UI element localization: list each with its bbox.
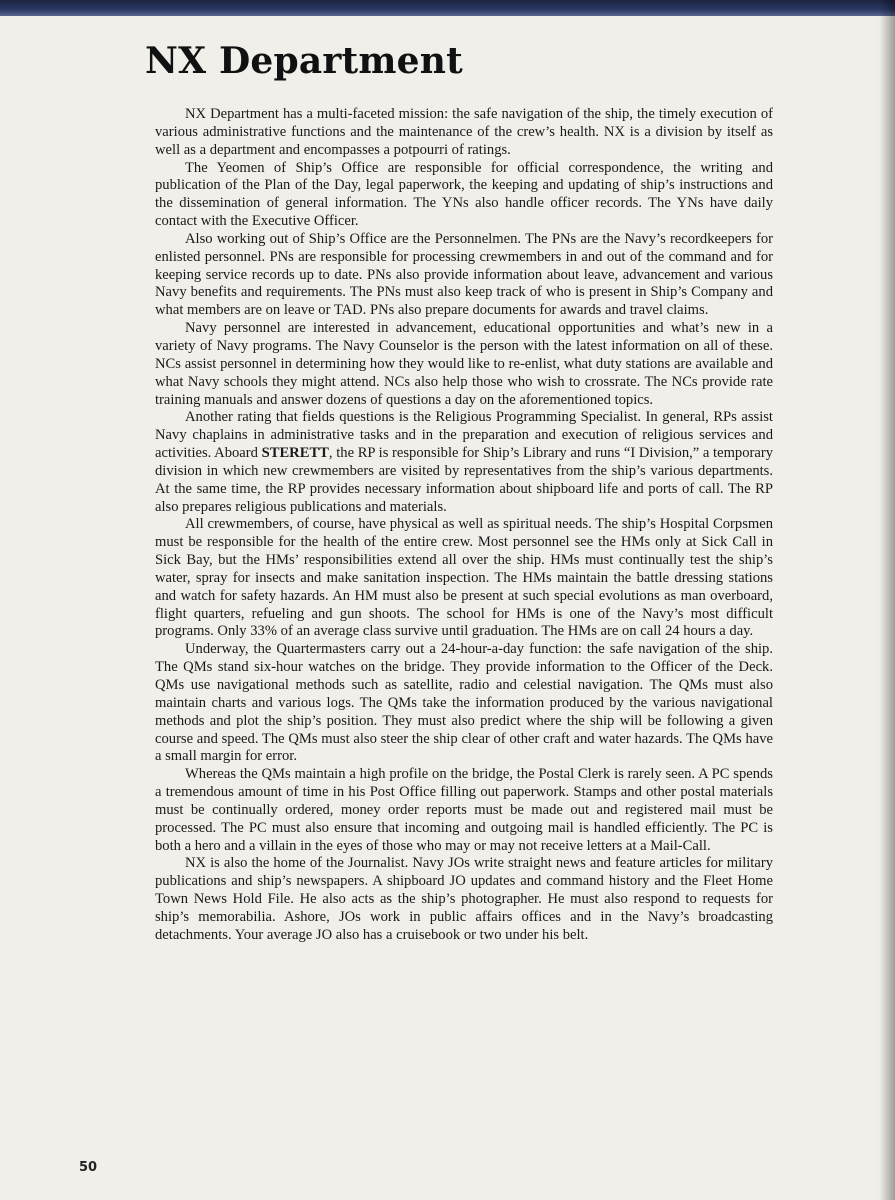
paragraph-personnelmen: Also working out of Ship’s Office are the Personnelmen. The PNs are the Navy’s recordkeepers for enlisted personnel. PNs are responsible for processing crewmembers in and out of the command and for keeping service records up to date. PNs also provide information about leave, advancement and various Navy benefits and requirements. The PNs must also keep track of who is present in Ship’s Company and what members are on leave or TAD. PNs also prepare documents for awards and travel claims. [155,230,773,319]
page-number: 50 [79,1160,98,1175]
paragraph-quartermasters: Underway, the Quartermasters carry out a 24-hour-a-day function: the safe navigation of the ship. The QMs stand six-hour watches on the bridge. They provide information to the Officer of the Deck. QMs use navigational methods such as satellite, radio and celestial navigation. The QMs must also maintain charts and various logs. The QMs take the information produced by the various navigational methods and plot the ship’s position. They must also predict where the ship will be following a given course and speed. The QMs must also steer the ship clear of other craft and water hazards. The QMs have a small margin for error. [155,641,773,765]
paragraph-journalist: NX is also the home of the Journalist. Navy JOs write straight news and feature articles for military publications and ship’s newspapers. A shipboard JO updates and command history and the Fleet Home Town News Hold File. He also acts as the ship’s photographer. He must also respond to requests for ship’s memorabilia. Ashore, JOs work in public affairs offices and in the Navy’s broadcasting detachments. Your average JO also has a cruisebook or two under his belt. [155,855,773,943]
paragraph-hospital-corpsmen: All crewmembers, of course, have physical as well as spiritual needs. The ship’s Hospital Corpsmen must be responsible for the health of the entire crew. Most personnel see the HMs only at Sick Call in Sick Bay, but the HMs’ responsibilities extend all over the ship. HMs must continually test the ship’s water, spray for insects and make sanitation inspection. The HMs maintain the battle dressing stations and watch for safety hazards. An HM must also be present at such special evolutions as man overboard, flight quarters, refueling and gun shoots. The school for HMs is one of the Navy’s most difficult programs. Only 33% of an average class survive until graduation. The HMs are on call 24 hours a day. [155,516,773,640]
paragraph-postal-clerk: Whereas the QMs maintain a high profile on the bridge, the Postal Clerk is rarely seen. A PC spends a tremendous amount of time in his Post Office filling out paperwork. Stamps and other postal materials must be continually ordered, money order reports must be made out and registered mail must be processed. The PC must also ensure that incoming and outgoing mail is handled efficiently. The PC is both a hero and a villain in the eyes of those who may or may not receive letters at a Mail-Call. [155,766,773,854]
paragraph-navy-counselor: Navy personnel are interested in advancement, educational opportunities and what’s new in a variety of Navy programs. The Navy Counselor is the person with the latest information on all of these. NCs assist personnel in determining how they would like to re-enlist, what duty stations are available and what Navy schools they might attend. NCs also help those who wish to crossrate. The NCs provide rate training manuals and answer dozens of questions a day on the aforementioned topics. [155,320,773,408]
ship-name: STERETT [261,445,329,462]
paragraph-religious-programming: Another rating that fields questions is the Religious Programming Specialist. In general, RPs assist Navy chaplains in administrative tasks and in the preparation and execution of religious services and activities. Aboard STERETT, the RP is responsible for Ship’s Library and runs “I Division,” a temporary division in which new crewmembers are visited by representatives from the ship’s various departments. At the same time, the RP provides necessary information about shipboard life and ports of call. The RP also prepares religious publications and materials. [155,409,774,515]
article-body [155,106,773,945]
paragraph-mission: NX Department has a multi-faceted mission: the safe navigation of the ship, the timely execution of various administrative functions and the maintenance of the crew’s health. NX is a division by itself as well as a department and encompasses a potpourri of ratings. [155,106,773,158]
page-title: NX Department [145,40,463,82]
paragraph-yeomen: The Yeomen of Ship’s Office are responsible for official correspondence, the writing and publication of the Plan of the Day, legal paperwork, the keeping and updating of ship’s instructions and the dissemination of general information. The YNs also handle officer records. The YNs have daily contact with the Executive Officer. [155,159,773,230]
